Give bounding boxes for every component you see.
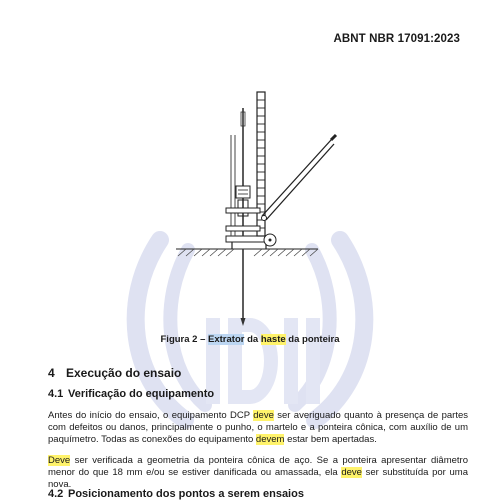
section-number: 4.1 [48, 388, 64, 400]
paragraph-text: estar bem apertadas. [284, 434, 377, 446]
highlight-deve: deve [341, 467, 362, 479]
caption-prefix: Figura 2 – [160, 334, 209, 345]
section-title: Posicionamento dos pontos a serem ensaios [68, 488, 304, 500]
section-4-2-heading [48, 488, 304, 500]
paragraph-text: ser substituída por uma nova. [48, 467, 468, 491]
caption-highlight-haste: haste [260, 334, 286, 345]
section-number: 4.2 [48, 488, 64, 500]
highlight-deve: deve [253, 410, 274, 421]
paragraph-text: ser verificada a geometria da ponteira cônica de aço. Se a ponteira apresentar diâmetro menor do que 18 mm e/ou se estiver danificada ou amassada, ela [48, 455, 468, 479]
section-number: 4 [48, 366, 55, 380]
standard-code-header: ABNT NBR 17091:2023 [333, 33, 460, 45]
section-4-heading [48, 366, 181, 380]
caption-text-end: da ponteira [285, 334, 340, 345]
paragraph-tip-geometry [48, 455, 468, 492]
paragraph-text: ser averiguado quanto à presença de partes com defeitos ou danos, principalmente o punho, o martelo e a ponteira cônica, com auxílio de um paquímetro. Todas as conexões do equipamento [48, 410, 468, 446]
section-title: Verificação do equipamento [68, 388, 215, 400]
paragraph-text: Antes do início do ensaio, o equipamento DCP [48, 410, 254, 421]
section-4-1-heading [48, 388, 214, 400]
caption-text: da [244, 334, 261, 345]
figure-caption [0, 334, 500, 345]
caption-highlight-extrator: Extrator [208, 334, 245, 345]
highlight-deve-start: Deve [48, 455, 71, 466]
section-title: Execução do ensaio [66, 366, 182, 380]
paragraph-equipment-check [48, 410, 468, 447]
highlight-devem: devem [255, 434, 285, 446]
